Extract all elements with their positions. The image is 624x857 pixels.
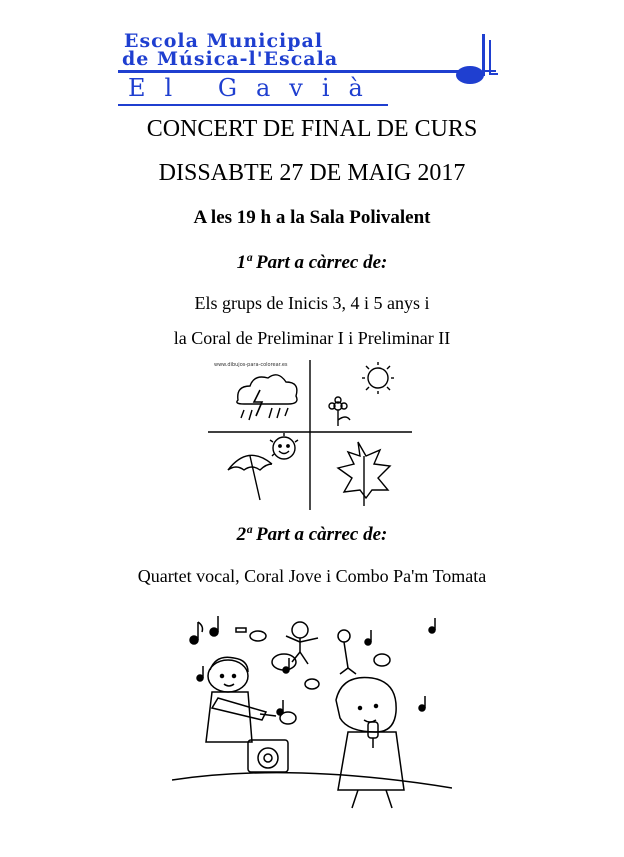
sun-icon [362, 362, 394, 394]
part1-line-1: Els grups de Inicis 3, 4 i 5 anys i [194, 293, 430, 313]
logo-bottom-line [118, 104, 388, 106]
school-logo [118, 30, 508, 108]
logo-line-3: El Gavià [128, 74, 382, 102]
storm-cloud-icon [237, 375, 297, 420]
mic-stand-icon [338, 630, 356, 674]
logo-bracket [490, 40, 498, 74]
seasons-site-text: www.dibujos-para-colorear.es [214, 362, 288, 368]
concert-title: CONCERT DE FINAL DE CURS [146, 116, 478, 142]
logo-line-2: de Música-l'Escala [122, 48, 339, 70]
music-kids-illustration [172, 612, 452, 812]
leaf-icon [338, 442, 390, 506]
logo-line-1: Escola Municipal [124, 30, 324, 52]
singer-girl-icon [336, 677, 404, 808]
time-place: A les 19 h a la Sala Polivalent [193, 207, 431, 228]
part1-line-2: la Coral de Preliminar I i Preliminar II [173, 328, 451, 348]
flower-icon [329, 397, 350, 426]
seasons-illustration [208, 360, 412, 510]
part2-heading: 2ª Part a càrrec de: [236, 524, 388, 545]
amplifier-icon [248, 740, 288, 772]
music-note-head-icon [456, 66, 484, 84]
beach-umbrella-icon [228, 455, 272, 500]
music-note-stem-icon [482, 34, 485, 76]
guitarist-boy-icon [206, 657, 276, 742]
drummer-figure-icon [286, 622, 318, 664]
part2-line-1: Quartet vocal, Coral Jove i Combo Pa'm Tomata [137, 566, 487, 586]
smiling-sun-icon [270, 433, 298, 459]
part1-heading: 1ª Part a càrrec de: [236, 252, 388, 273]
logo-underline [118, 70, 478, 73]
concert-date: DISSABTE 27 DE MAIG 2017 [158, 160, 466, 186]
ground-line [172, 773, 452, 788]
